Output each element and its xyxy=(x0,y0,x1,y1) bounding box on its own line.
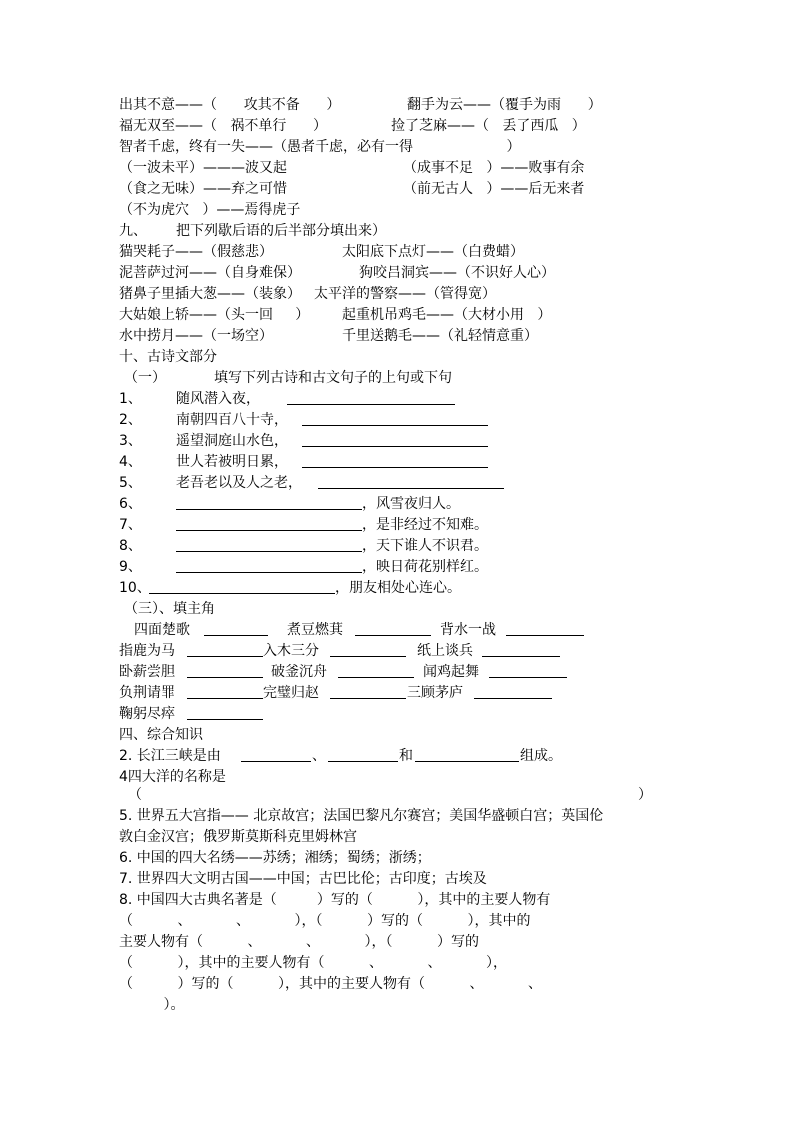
answer-blank[interactable] xyxy=(318,474,504,489)
poem-text: 遥望洞庭山水色， xyxy=(176,433,288,449)
poem-text: ，映日荷花别样红。 xyxy=(362,559,488,575)
idiom-item: 入木三分 xyxy=(263,643,319,659)
answer-blank[interactable] xyxy=(241,747,311,762)
paren-open: （ xyxy=(128,787,142,803)
idiom-line-3: 智者千虑，终有一失——（愚者千虑，必有一得 ） xyxy=(119,139,521,155)
answer-blank[interactable] xyxy=(176,495,362,510)
idiom-line-2b: 捡了芝麻——（ 丢了西瓜 ） xyxy=(391,118,586,134)
poem-num: 8、 xyxy=(119,538,142,554)
question-8-line-2: （ 、 、 ），（ ）写的（ ），其中的 xyxy=(119,913,531,929)
section-10-heading: 十、古诗文部分 xyxy=(119,349,217,365)
question-8-line-3: 主要人物有（ 、 、 ），（ ）写的 xyxy=(119,934,480,950)
question-6: 6. 中国的四大名绣——苏绣；湘绣；蜀绣；浙绣； xyxy=(119,850,431,866)
paren-close: ） xyxy=(638,787,652,803)
poem-num: 3、 xyxy=(119,433,142,449)
section-4-heading: 四、综合知识 xyxy=(119,727,203,743)
section-number: 九、 xyxy=(119,223,147,239)
section-9-heading-text: 把下列歇后语的后半部分填出来） xyxy=(176,223,386,239)
answer-blank[interactable] xyxy=(330,642,406,657)
xiehouyu-row-4a: 大姑娘上轿——（头一回 ） xyxy=(119,307,310,323)
poem-text: 随风潜入夜， xyxy=(176,391,260,407)
answer-blank[interactable] xyxy=(489,663,567,678)
xiehouyu-row-5b: 千里送鹅毛——（礼轻情意重） xyxy=(342,328,538,344)
idiom-item: 三顾茅庐 xyxy=(407,685,463,701)
idiom-item: 完璧归赵 xyxy=(263,685,319,701)
poem-text: 世人若被明日累， xyxy=(176,454,288,470)
answer-blank[interactable] xyxy=(287,390,455,405)
idiom-item: 负荆请罪 xyxy=(119,685,175,701)
poem-num: 1、 xyxy=(119,391,142,407)
poem-num: 4、 xyxy=(119,454,142,470)
poem-num: 5、 xyxy=(119,475,142,491)
question-8-line-4: （ ），其中的主要人物有（ 、 、 ）， xyxy=(119,955,508,971)
xiehouyu-row-3a: 猪鼻子里插大葱——（装象） xyxy=(119,286,301,302)
idiom-item: 纸上谈兵 xyxy=(417,643,473,659)
answer-blank[interactable] xyxy=(328,747,398,762)
idiom-line-4b: （成事不足 ）——败事有余 xyxy=(403,160,585,176)
separator-text: 和 xyxy=(399,748,413,764)
idiom-item: 鞠躬尽瘁 xyxy=(119,706,175,722)
idiom-item: 背水一战 xyxy=(440,622,496,638)
poem-num: 7、 xyxy=(119,517,142,533)
xiehouyu-row-1b: 太阳底下点灯——（白费蜡） xyxy=(342,244,524,260)
idiom-text: 出其不意——（ 攻其不备 ） xyxy=(119,97,341,113)
answer-blank[interactable] xyxy=(302,453,488,468)
answer-blank[interactable] xyxy=(204,621,268,636)
poem-num: 2、 xyxy=(119,412,142,428)
answer-blank[interactable] xyxy=(187,642,263,657)
poem-num: 6、 xyxy=(119,496,142,512)
sub1-label: （一） xyxy=(124,370,166,386)
answer-blank[interactable] xyxy=(187,663,263,678)
question-4: 4四大洋的名称是 xyxy=(119,769,226,785)
idiom-item: 卧薪尝胆 xyxy=(119,664,175,680)
idiom-item: 闻鸡起舞 xyxy=(423,664,479,680)
poem-text: ，朋友相处心连心。 xyxy=(335,580,461,596)
sub1-instruction: 填写下列古诗和古文句子的上句或下句 xyxy=(214,370,452,386)
idiom-item: 指鹿为马 xyxy=(119,643,175,659)
answer-blank[interactable] xyxy=(338,663,414,678)
answer-blank[interactable] xyxy=(187,684,263,699)
section-9-heading xyxy=(119,222,147,240)
poem-text: 老吾老以及人之老， xyxy=(176,475,302,491)
question-5-line-1: 5. 世界五大宫指—— 北京故宫；法国巴黎凡尔赛宫；美国华盛顿白宫；英国伦 xyxy=(119,808,604,824)
poem-num: 10、 xyxy=(119,580,151,596)
poem-text: ，天下谁人不识君。 xyxy=(362,538,488,554)
answer-blank[interactable] xyxy=(187,705,263,720)
answer-blank[interactable] xyxy=(330,684,406,699)
answer-blank[interactable] xyxy=(176,516,362,531)
idiom-line-5: （食之无味）——弃之可惜 xyxy=(119,181,287,197)
poem-text: ，是非经过不知难。 xyxy=(362,517,488,533)
answer-blank[interactable] xyxy=(506,621,584,636)
poem-num: 9、 xyxy=(119,559,142,575)
xiehouyu-row-5a: 水中捞月——（一场空） xyxy=(119,328,273,344)
answer-blank[interactable] xyxy=(482,642,560,657)
idiom-item: 破釜沉舟 xyxy=(271,664,327,680)
question-8-line-1: 8. 中国四大古典名著是（ ）写的（ ），其中的主要人物有 xyxy=(119,892,551,908)
poem-text: 南朝四百八十寺， xyxy=(176,412,288,428)
answer-blank[interactable] xyxy=(474,684,552,699)
poem-text: ，风雪夜归人。 xyxy=(362,496,460,512)
xiehouyu-row-2b: 狗咬吕洞宾——（不识好人心） xyxy=(359,265,555,281)
question-2-end: 组成。 xyxy=(520,748,562,764)
answer-blank[interactable] xyxy=(415,747,519,762)
idiom-line-5b: （前无古人 ）——后无来者 xyxy=(403,181,585,197)
separator-text: 、 xyxy=(312,748,326,764)
idiom-line-2: 福无双至——（ 祸不单行 ） xyxy=(119,118,328,134)
answer-blank[interactable] xyxy=(176,558,362,573)
idiom-line-1b: 翻手为云——（覆手为雨 ） xyxy=(407,97,602,113)
question-7: 7. 世界四大文明古国——中国；古巴比伦；古印度；古埃及 xyxy=(119,871,487,887)
xiehouyu-row-4b: 起重机吊鸡毛——（大材小用 ） xyxy=(342,307,552,323)
idiom-item: 四面楚歌 xyxy=(134,622,190,638)
question-8-line-6: ）。 xyxy=(119,997,185,1013)
answer-blank[interactable] xyxy=(302,432,488,447)
answer-blank[interactable] xyxy=(176,537,362,552)
answer-blank[interactable] xyxy=(149,579,335,594)
answer-blank[interactable] xyxy=(302,411,488,426)
xiehouyu-row-2a: 泥菩萨过河——（自身难保） xyxy=(119,265,301,281)
question-8-line-5: （ ）写的（ ），其中的主要人物有（ 、 、 xyxy=(119,976,543,992)
question-2: 2. 长江三峡是由 xyxy=(119,748,221,764)
answer-blank[interactable] xyxy=(355,621,431,636)
sub3-heading: （三）、填主角 xyxy=(124,601,215,617)
idiom-item: 煮豆燃萁 xyxy=(287,622,343,638)
xiehouyu-row-1a: 猫哭耗子——（假慈悲） xyxy=(119,244,273,260)
question-5-line-2: 敦白金汉宫；俄罗斯莫斯科克里姆林宫 xyxy=(119,829,357,845)
xiehouyu-row-3b: 太平洋的警察——（管得宽） xyxy=(314,286,496,302)
idiom-line-6: （不为虎穴 ）——焉得虎子 xyxy=(119,202,301,218)
idiom-line-4: （一波未平）———波又起 xyxy=(119,160,287,176)
idiom-line-1 xyxy=(119,96,340,114)
